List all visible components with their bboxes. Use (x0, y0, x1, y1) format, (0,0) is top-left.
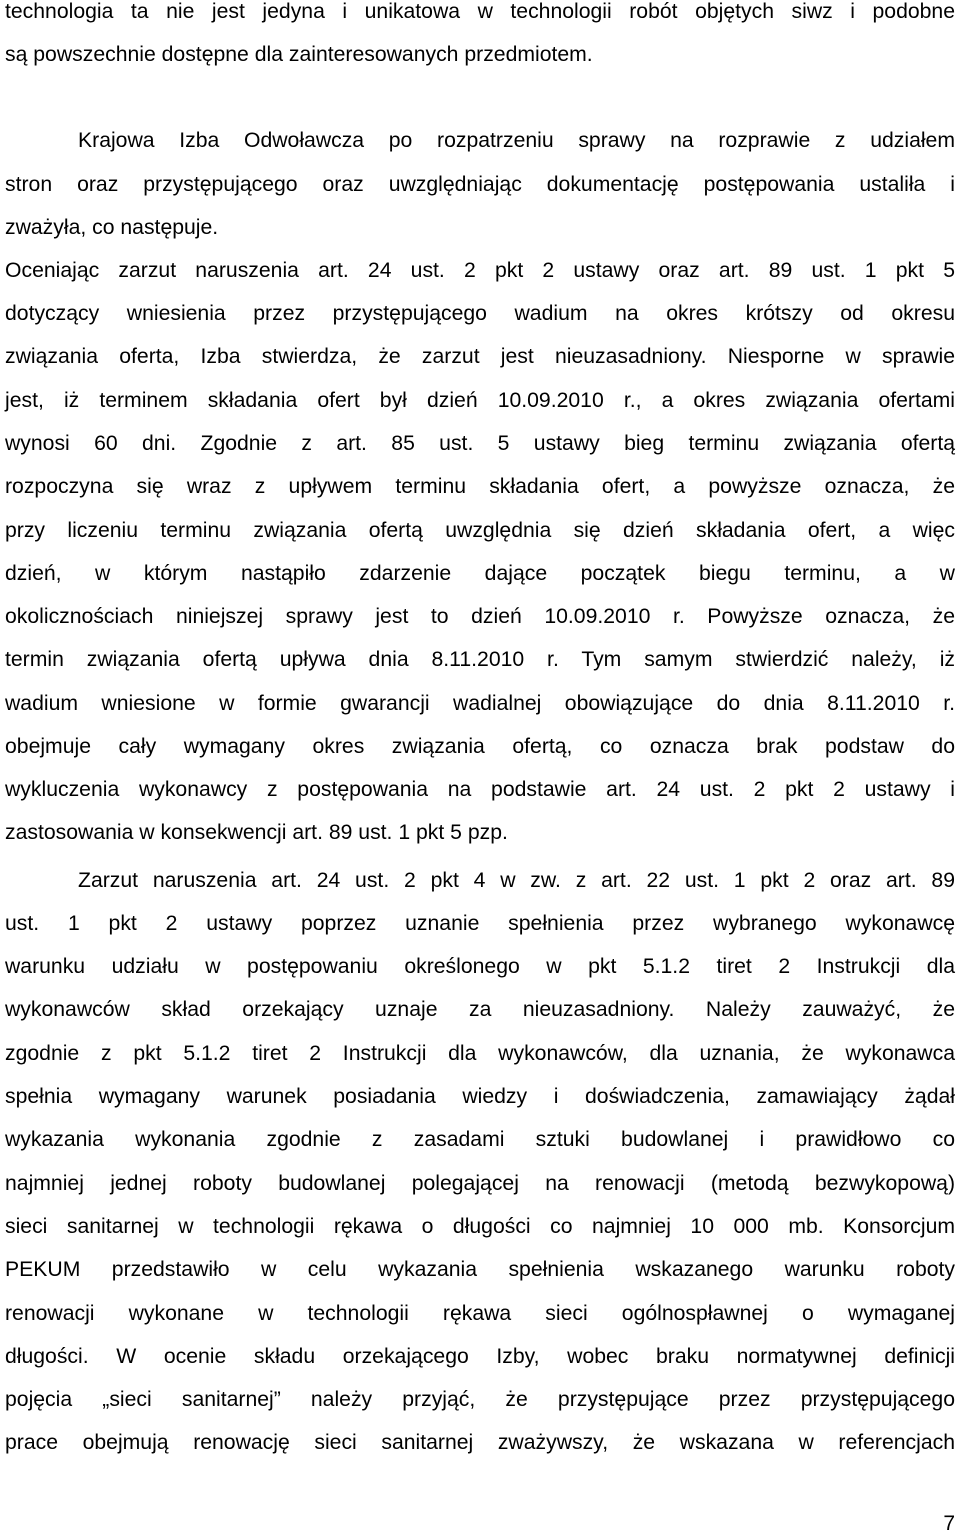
text-line: stron oraz przystępującego oraz uwzględniając dokumentację postępowania ustaliła i (5, 173, 955, 196)
text-line: warunku udziału w postępowaniu określonego w pkt 5.1.2 tiret 2 Instrukcji dla (5, 955, 955, 978)
text-line: wykazania wykonania zgodnie z zasadami sztuki budowlanej i prawidłowo co (5, 1128, 955, 1151)
text-line: prace obejmują renowację sieci sanitarnej zważywszy, że wskazana w referencjach (5, 1431, 955, 1454)
text-line: renowacji wykonane w technologii rękawa sieci ogólnospławnej o wymaganej (5, 1302, 955, 1325)
text-line: PEKUM przedstawiło w celu wykazania spełnienia wskazanego warunku roboty (5, 1258, 955, 1281)
text-line: obejmuje cały wymagany okres związania ofertą, co oznacza brak podstaw do (5, 735, 955, 758)
text-line: zważyła, co następuje. (5, 216, 219, 239)
text-line: termin związania ofertą upływa dnia 8.11.2010 r. Tym samym stwierdzić należy, iż (5, 648, 955, 671)
text-line: wadium wniesione w formie gwarancji wadialnej obowiązujące do dnia 8.11.2010 r. (5, 692, 955, 715)
text-line: związania oferta, Izba stwierdza, że zarzut jest nieuzasadniony. Niesporne w sprawie (5, 345, 955, 368)
text-line: najmniej jednej roboty budowlanej polegającej na renowacji (metodą bezwykopową) (5, 1172, 955, 1195)
text-line: pojęcia „sieci sanitarnej” należy przyjąć, że przystępujące przez przystępującego (5, 1388, 955, 1411)
text-line: okolicznościach niniejszej sprawy jest to dzień 10.09.2010 r. Powyższe oznacza, że (5, 605, 955, 628)
text-line: są powszechnie dostępne dla zainteresowanych przedmiotem. (5, 43, 593, 66)
text-line: dzień, w którym nastąpiło zdarzenie dające początek biegu terminu, a w (5, 562, 955, 585)
text-line: przy liczeniu terminu związania ofertą uwzględnia się dzień składania ofert, a więc (5, 519, 955, 542)
text-line: ust. 1 pkt 2 ustawy poprzez uznanie spełnienia przez wybranego wykonawcę (5, 912, 955, 935)
text-line: wynosi 60 dni. Zgodnie z art. 85 ust. 5 ustawy bieg terminu związania ofertą (5, 432, 955, 455)
text-line: sieci sanitarnej w technologii rękawa o długości co najmniej 10 000 mb. Konsorcjum (5, 1215, 955, 1238)
text-line: rozpoczyna się wraz z upływem terminu składania ofert, a powyższe oznacza, że (5, 475, 955, 498)
text-line: zastosowania w konsekwencji art. 89 ust. 1 pkt 5 pzp. (5, 821, 508, 844)
text-line: zgodnie z pkt 5.1.2 tiret 2 Instrukcji dla wykonawców, dla uznania, że wykonawca (5, 1042, 955, 1065)
text-line: Zarzut naruszenia art. 24 ust. 2 pkt 4 w zw. z art. 22 ust. 1 pkt 2 oraz art. 89 (78, 869, 955, 892)
text-line: technologia ta nie jest jedyna i unikatowa w technologii robót objętych siwz i podobne (5, 0, 955, 23)
text-line: długości. W ocenie składu orzekającego Izby, wobec braku normatywnej definicji (5, 1345, 955, 1368)
text-line: dotyczący wniesienia przez przystępującego wadium na okres krótszy od okresu (5, 302, 955, 325)
page-number: 7 (943, 1512, 955, 1535)
text-line: Krajowa Izba Odwoławcza po rozpatrzeniu sprawy na rozprawie z udziałem (78, 129, 955, 152)
text-line: wykluczenia wykonawcy z postępowania na podstawie art. 24 ust. 2 pkt 2 ustawy i (5, 778, 955, 801)
text-line: jest, iż terminem składania ofert był dzień 10.09.2010 r., a okres związania ofertami (5, 389, 955, 412)
text-line: wykonawców skład orzekający uznaje za nieuzasadniony. Należy zauważyć, że (5, 998, 955, 1021)
text-line: spełnia wymagany warunek posiadania wiedzy i doświadczenia, zamawiający żądał (5, 1085, 955, 1108)
text-line: Oceniając zarzut naruszenia art. 24 ust. 2 pkt 2 ustawy oraz art. 89 ust. 1 pkt 5 (5, 259, 955, 282)
